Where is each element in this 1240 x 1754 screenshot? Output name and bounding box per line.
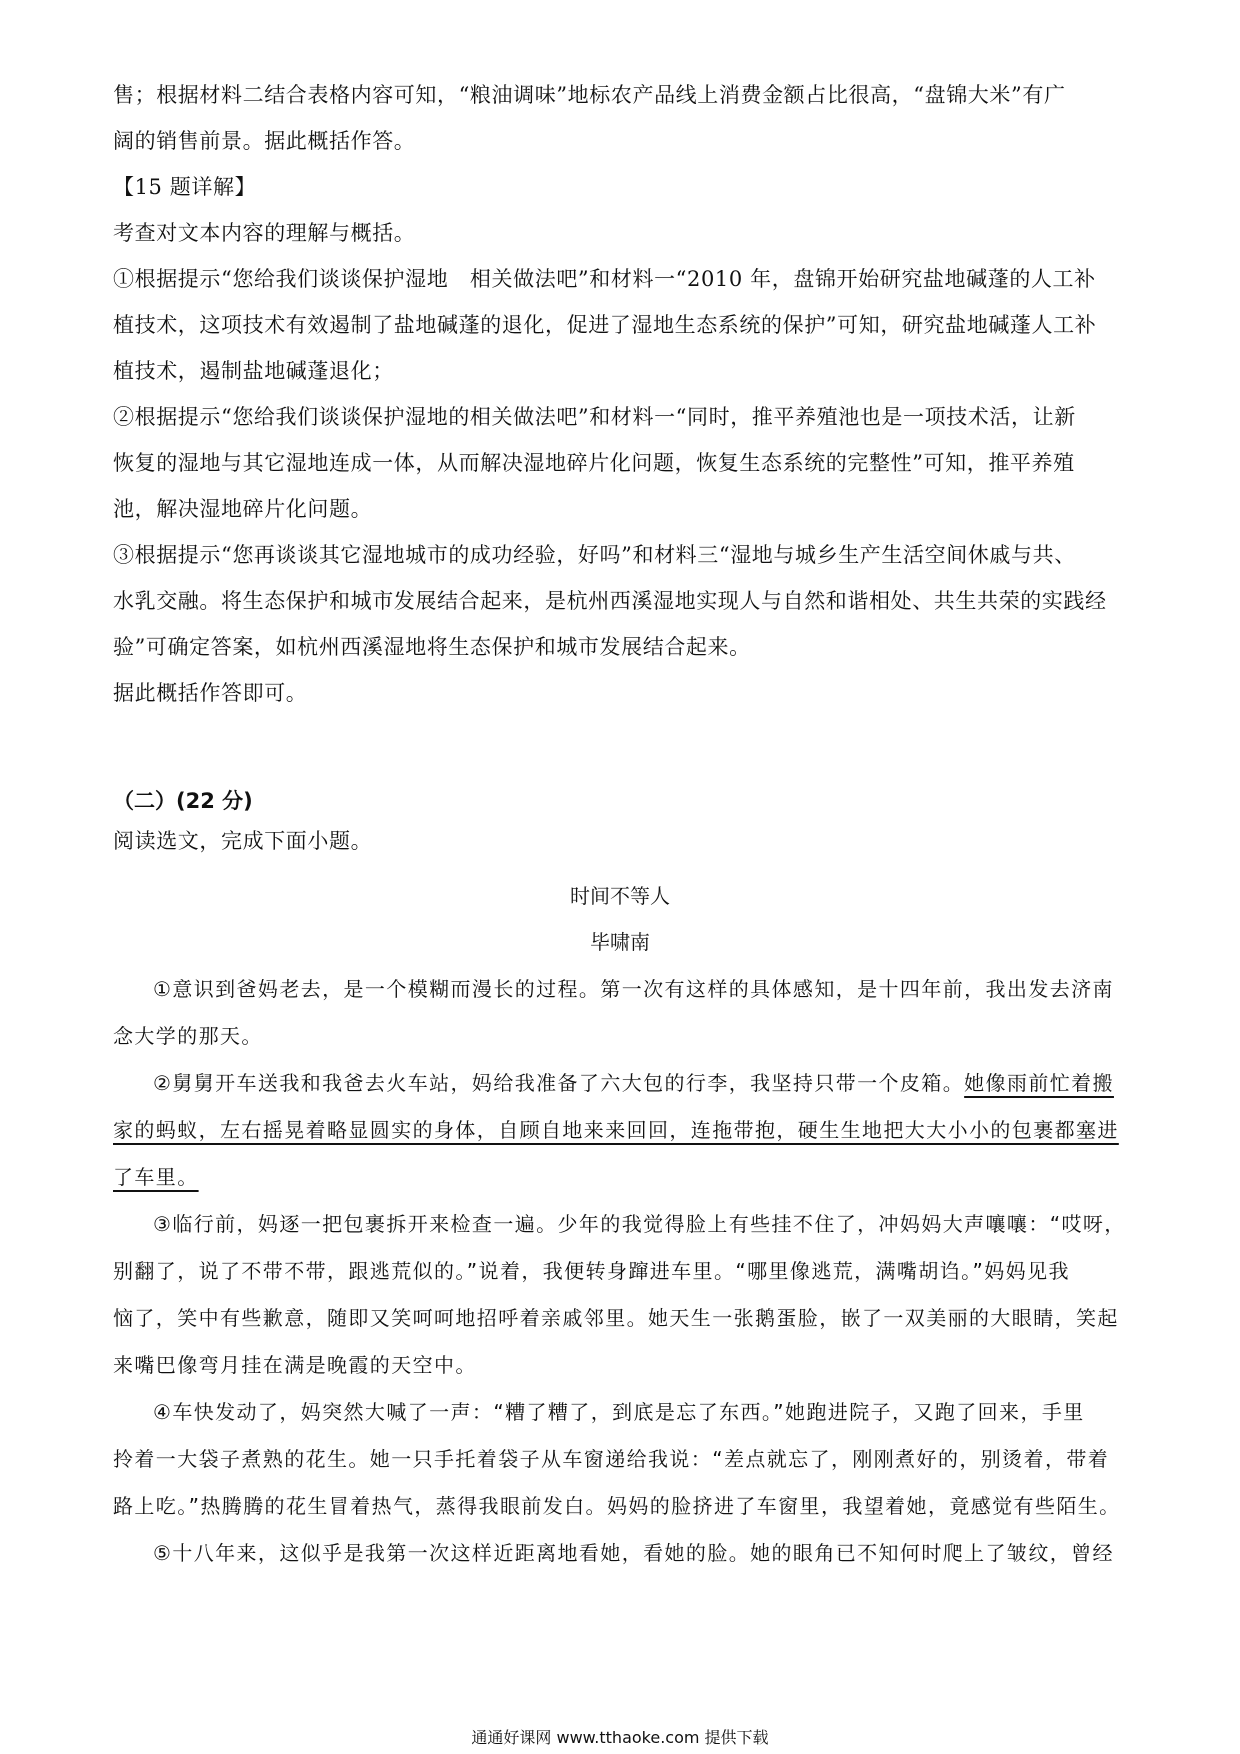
- text-line: 验”可确定答案，如杭州西溪湿地将生态保护和城市发展结合起来。: [113, 635, 751, 659]
- text-line: 恼了，笑中有些歉意，随即又笑呵呵地招呼着亲戚邻里。她天生一张鹅蛋脸，嵌了一双美丽的大眼睛，笑起: [113, 1306, 1119, 1330]
- text-line: 路上吃。”热腾腾的花生冒着热气，蒸得我眼前发白。妈妈的脸挤进了车窗里，我望着她，竟感觉有些陌生。: [113, 1494, 1121, 1518]
- continuation-paragraph: [113, 72, 1128, 164]
- article-body: [113, 966, 1128, 1577]
- section-heading: （二）(22 分): [113, 789, 253, 813]
- text-line: ①根据提示“您给我们谈谈保护湿地 相关做法吧”和材料一“2010 年，盘锦开始研究盐地碱蓬的人工补: [113, 267, 1096, 291]
- text-line: 别翻了，说了不带不带，跟逃荒似的。”说着，我便转身蹿进车里。“哪里像逃荒，满嘴胡诌。”妈妈见我: [113, 1259, 1070, 1283]
- q15-label: 【15 题详解】: [113, 175, 257, 199]
- text-line: ④车快发动了，妈突然大喊了一声：“糟了糟了，到底是忘了东西。”她跑进院子，又跑了回来，手里: [153, 1400, 1085, 1424]
- text-line: 拎着一大袋子煮熟的花生。她一只手托着袋子从车窗递给我说：“差点就忘了，刚刚煮好的，别烫着，带着: [113, 1447, 1110, 1471]
- text-line: 恢复的湿地与其它湿地连成一体，从而解决湿地碎片化问题，恢复生态系统的完整性”可知，推平养殖: [113, 451, 1075, 475]
- text-line: 植技术，遏制盐地碱蓬退化；: [113, 359, 394, 383]
- underlined-sentence: 她像雨前忙着搬: [964, 1071, 1114, 1095]
- text-line: 植技术，这项技术有效遏制了盐地碱蓬的退化，促进了湿地生态系统的保护”可知，研究盐地碱蓬人工补: [113, 313, 1097, 337]
- underlined-sentence: 了车里。: [113, 1165, 199, 1189]
- article-author: 毕啸南: [590, 930, 650, 954]
- underlined-sentence: 家的蚂蚁，左右摇晃着略显圆实的身体，自顾自地来来回回，连拖带抱，硬生生地把大大小小的包裹都塞进: [113, 1118, 1119, 1142]
- text-segment: ②舅舅开车送我和我爸去火车站，妈给我准备了六大包的行李，我坚持只带一个皮箱。: [153, 1071, 965, 1095]
- text-line: 售；根据材料二结合表格内容可知，“粮油调味”地标农产品线上消费金额占比很高，“盘锦大米”有广: [113, 83, 1066, 107]
- text-line: ①意识到爸妈老去，是一个模糊而漫长的过程。第一次有这样的具体感知，是十四年前，我出发去济南: [153, 977, 1114, 1001]
- section-instruction-block: [113, 818, 1128, 864]
- text-line: ⑤十八年来，这似乎是我第一次这样近距离地看她，看她的脸。她的眼角已不知何时爬上了皱纹，曾经: [153, 1541, 1114, 1565]
- text-line: 水乳交融。将生态保护和城市发展结合起来，是杭州西溪湿地实现人与自然和谐相处、共生共荣的实践经: [113, 589, 1107, 613]
- text-line: 池，解决湿地碎片化问题。: [113, 497, 373, 521]
- q15-intro: 考查对文本内容的理解与概括。: [113, 221, 416, 245]
- text-line: [113, 1060, 1128, 1107]
- text-line: ③根据提示“您再谈谈其它湿地城市的成功经验，好吗”和材料三“湿地与城乡生产生活空间休戚与共、: [113, 543, 1076, 567]
- text-line: ③临行前，妈逐一把包裹拆开来检查一遍。少年的我觉得脸上有些挂不住了，冲妈妈大声嚷嚷：“哎呀，: [153, 1212, 1126, 1236]
- page-footer: 通通好课网 www.tthaoke.com 提供下载: [471, 1728, 769, 1747]
- q15-closing: 据此概括作答即可。: [113, 681, 308, 705]
- section-instruction: 阅读选文，完成下面小题。: [113, 829, 373, 853]
- text-line: 阔的销售前景。据此概括作答。: [113, 129, 416, 153]
- text-line: 来嘴巴像弯月挂在满是晚霞的天空中。: [113, 1353, 477, 1377]
- q15-section: [113, 164, 1128, 716]
- article-title: 时间不等人: [570, 884, 670, 908]
- text-line: 念大学的那天。: [113, 1024, 263, 1048]
- text-line: ②根据提示“您给我们谈谈保护湿地的相关做法吧”和材料一“同时，推平养殖池也是一项技术活，让新: [113, 405, 1076, 429]
